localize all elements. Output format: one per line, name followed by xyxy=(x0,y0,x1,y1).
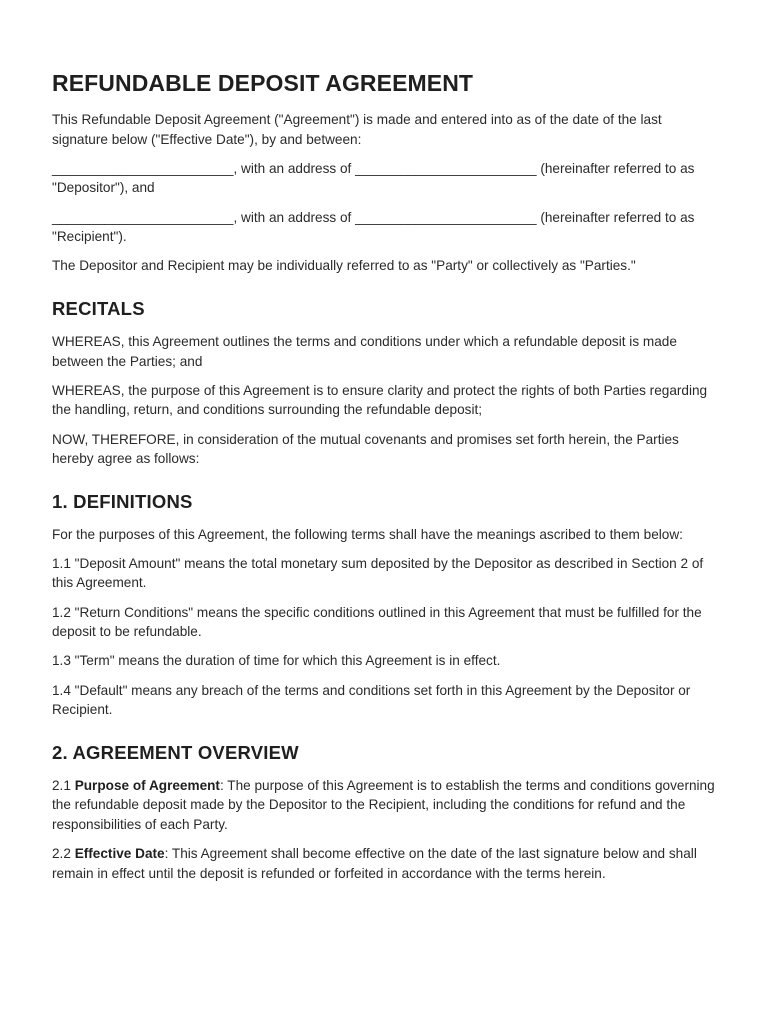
clause-text: : This Agreement shall become effective on the date of the last signature below and shall remain in effect until the deposit is refunded or forfeited in accordance with the terms herein. xyxy=(52,846,697,881)
document-title: REFUNDABLE DEPOSIT AGREEMENT xyxy=(52,70,474,96)
clause-number: 2.2 xyxy=(52,846,75,862)
depositor-party-line: ________________________, with an address of ________________________ (hereinafter referred to as "Depositor"), and xyxy=(52,160,695,196)
clause-label: Purpose of Agreement xyxy=(74,777,220,793)
recital-whereas-2: WHEREAS, the purpose of this Agreement is to ensure clarity and protect the rights of both Parties regarding the handling, return, and conditions surrounding the refundable deposit; xyxy=(52,382,708,418)
clause-label: Effective Date xyxy=(74,846,165,862)
overview-heading: 2. AGREEMENT OVERVIEW xyxy=(52,741,299,763)
definitions-intro: For the purposes of this Agreement, the following terms shall have the meanings ascribed to them below: xyxy=(52,526,683,542)
parties-note: The Depositor and Recipient may be individually referred to as "Party" or collectively as "Parties." xyxy=(52,258,636,274)
recital-now-therefore: NOW, THEREFORE, in consideration of the mutual covenants and promises set forth herein, the Parties hereby agree as follows: xyxy=(52,431,679,467)
recital-whereas-1: WHEREAS, this Agreement outlines the terms and conditions under which a refundable deposit is made between the Parties; and xyxy=(52,333,677,369)
clause-text: : The purpose of this Agreement is to establish the terms and conditions governing the refundable deposit made by the Depositor to the Recipient, including the conditions for refund and the responsibilities of each Party. xyxy=(52,777,715,832)
clause-number: 2.1 xyxy=(52,777,75,793)
recitals-heading: RECITALS xyxy=(52,297,145,319)
overview-effective-date-clause xyxy=(52,844,720,883)
definition-term: 1.3 "Term" means the duration of time for which this Agreement is in effect. xyxy=(52,653,501,669)
intro-paragraph: This Refundable Deposit Agreement ("Agreement") is made and entered into as of the date of the last signature below ("Effective Date"), by and between: xyxy=(52,112,662,147)
recipient-party-line: ________________________, with an address of ________________________ (hereinafter referred to as "Recipient"). xyxy=(52,209,695,245)
definition-default: 1.4 "Default" means any breach of the terms and conditions set forth in this Agreement by the Depositor or Recipient. xyxy=(52,682,691,718)
definition-return-conditions: 1.2 "Return Conditions" means the specific conditions outlined in this Agreement that must be fulfilled for the deposit to be refundable. xyxy=(52,604,702,640)
overview-purpose-clause xyxy=(52,776,720,835)
definitions-heading: 1. DEFINITIONS xyxy=(52,490,193,512)
definition-deposit-amount: 1.1 "Deposit Amount" means the total monetary sum deposited by the Depositor as described in Section 2 of this Agreement. xyxy=(52,555,704,591)
